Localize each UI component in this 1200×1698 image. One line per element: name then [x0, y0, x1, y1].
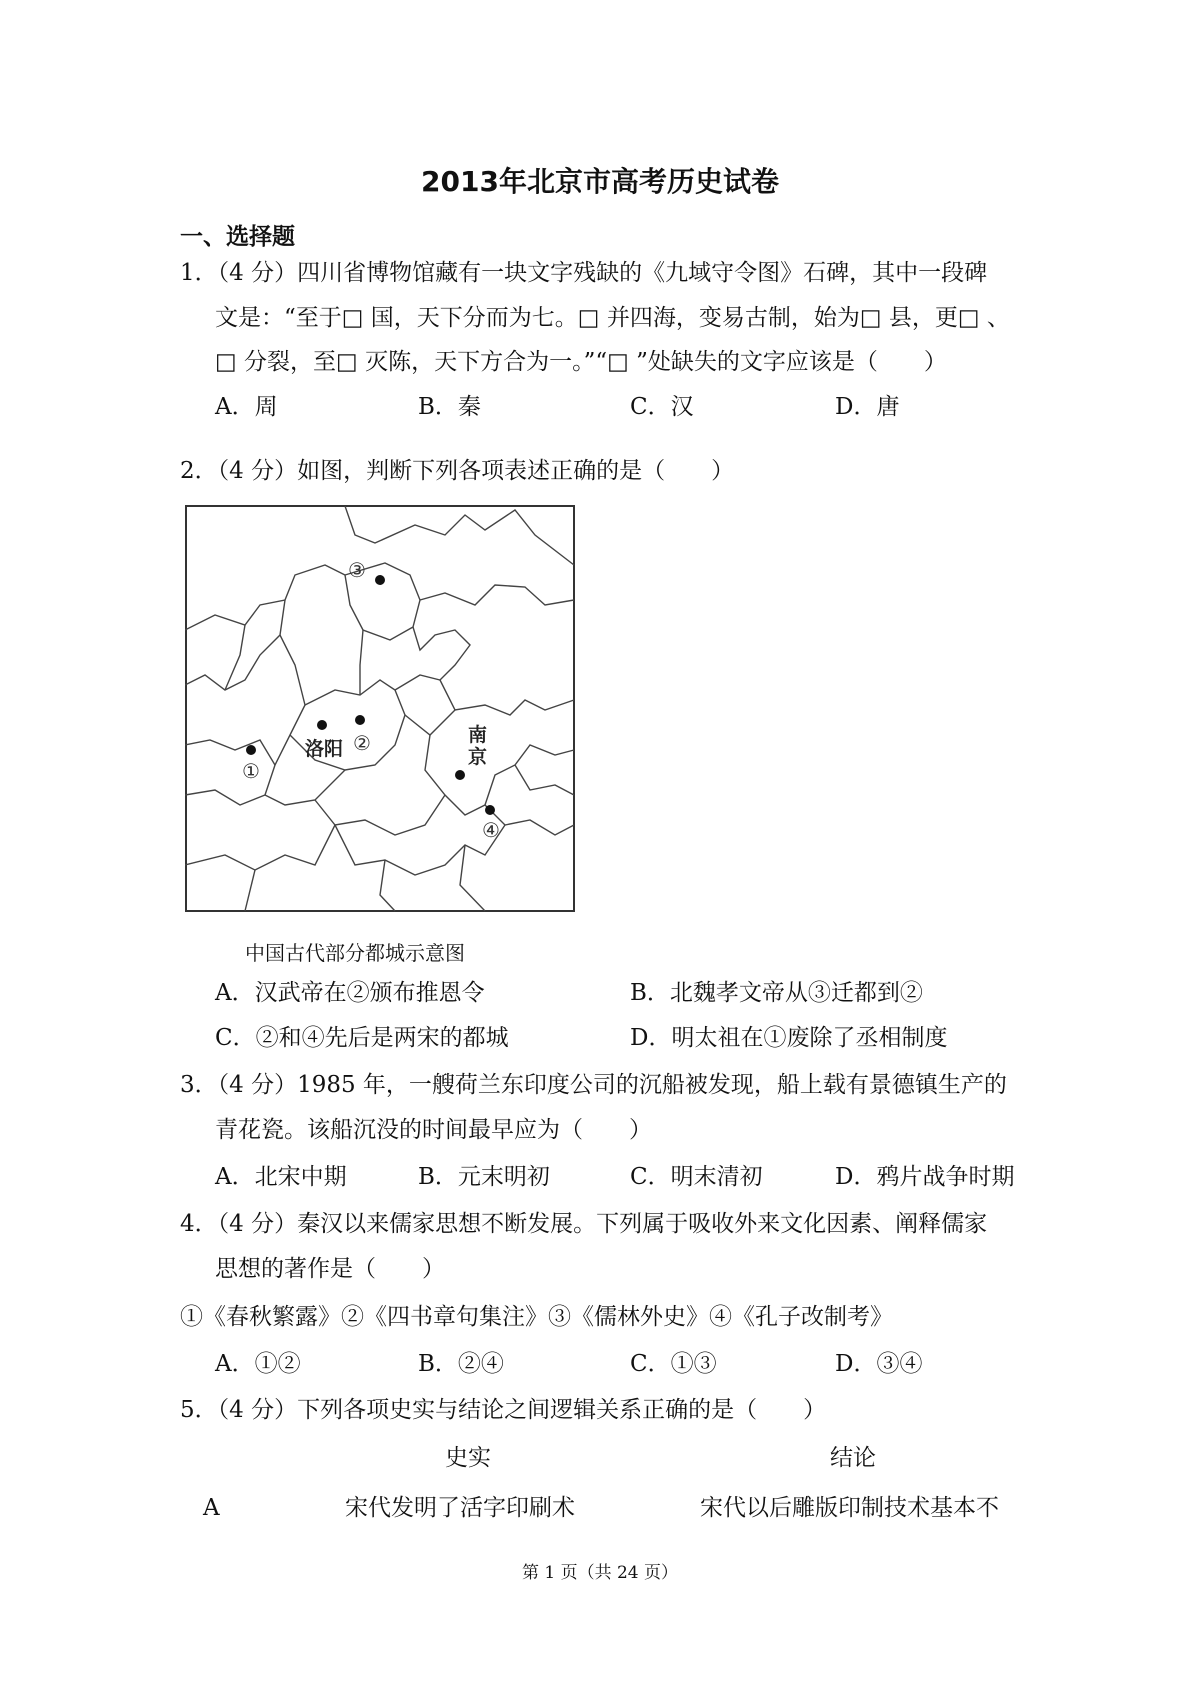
q3-option-d: D．鸦片战争时期: [835, 1164, 1015, 1190]
map-label-nanjing-2: 京: [468, 746, 488, 768]
q2-option-d: D．明太祖在①废除了丞相制度: [630, 1025, 948, 1051]
map-label-1: ①: [242, 759, 260, 783]
q4-option-c: C．①③: [630, 1351, 717, 1377]
map-drawing: [185, 505, 590, 925]
q1-option-a: A．周: [215, 394, 278, 420]
q1-line-3: □ 分裂，至□ 灭陈，天下方合为一。”“□ ”处缺失的文字应该是（ ）: [215, 349, 947, 375]
q2-option-c: C．②和④先后是两宋的都城: [215, 1025, 509, 1051]
map-label-luoyang: 洛阳: [305, 738, 344, 760]
q3-option-c: C．明末清初: [630, 1164, 763, 1190]
marker-luoyang: [317, 720, 327, 730]
q4-line-3: ①《春秋繁露》②《四书章句集注》③《儒林外史》④《孔子改制考》: [180, 1304, 893, 1330]
q5-line: 5．（4 分）下列各项史实与结论之间逻辑关系正确的是（ ）: [180, 1397, 827, 1423]
q5-row-a-conclusion: 宋代以后雕版印制技术基本不: [700, 1495, 999, 1521]
q4-line-2: 思想的著作是（ ）: [215, 1256, 445, 1282]
q3-line-1: 3．（4 分）1985 年，一艘荷兰东印度公司的沉船被发现，船上载有景德镇生产的: [180, 1072, 1007, 1098]
q2-line: 2．（4 分）如图，判断下列各项表述正确的是（ ）: [180, 458, 735, 484]
map-caption: 中国古代部分都城示意图: [245, 941, 465, 965]
map-label-2: ②: [353, 731, 371, 755]
page-footer: 第 1 页（共 24 页）: [521, 1563, 679, 1583]
q4-option-d: D．③④: [835, 1351, 923, 1377]
map-label-3: ③: [348, 558, 366, 582]
marker-2: [355, 715, 365, 725]
marker-1: [246, 745, 256, 755]
q3-option-a: A．北宋中期: [215, 1164, 347, 1190]
page-title: 2013年北京市高考历史试卷: [421, 165, 779, 198]
map-label-nanjing-1: 南: [468, 724, 488, 746]
q1-option-c: C．汉: [630, 394, 694, 420]
q5-row-a-label: A: [203, 1495, 220, 1521]
q3-option-b: B．元末明初: [418, 1164, 550, 1190]
marker-3: [375, 575, 385, 585]
q4-option-a: A．①②: [215, 1351, 301, 1377]
q4-line-1: 4．（4 分）秦汉以来儒家思想不断发展。下列属于吸收外来文化因素、阐释儒家: [180, 1211, 988, 1237]
q5-header-facts: 史实: [445, 1445, 491, 1471]
q5-row-a-fact: 宋代发明了活字印刷术: [345, 1495, 575, 1521]
ancient-capitals-map: [185, 505, 590, 965]
marker-4: [485, 805, 495, 815]
map-label-4: ④: [482, 818, 500, 842]
section-heading: 一、选择题: [180, 224, 295, 250]
q5-header-conclusion: 结论: [830, 1445, 876, 1471]
q1-line-1: 1．（4 分）四川省博物馆藏有一块文字残缺的《九域守令图》石碑，其中一段碑: [180, 260, 988, 286]
q1-option-b: B．秦: [418, 394, 481, 420]
q4-option-b: B．②④: [418, 1351, 504, 1377]
q1-option-d: D．唐: [835, 394, 900, 420]
q3-line-2: 青花瓷。该船沉没的时间最早应为（ ）: [215, 1117, 652, 1143]
marker-nanjing: [455, 770, 465, 780]
q1-line-2: 文是：“至于□ 国，天下分而为七。□ 并四海，变易古制，始为□ 县，更□ 、: [215, 305, 1010, 331]
q2-option-b: B．北魏孝文帝从③迁都到②: [630, 980, 923, 1006]
q2-option-a: A．汉武帝在②颁布推恩令: [215, 980, 485, 1006]
